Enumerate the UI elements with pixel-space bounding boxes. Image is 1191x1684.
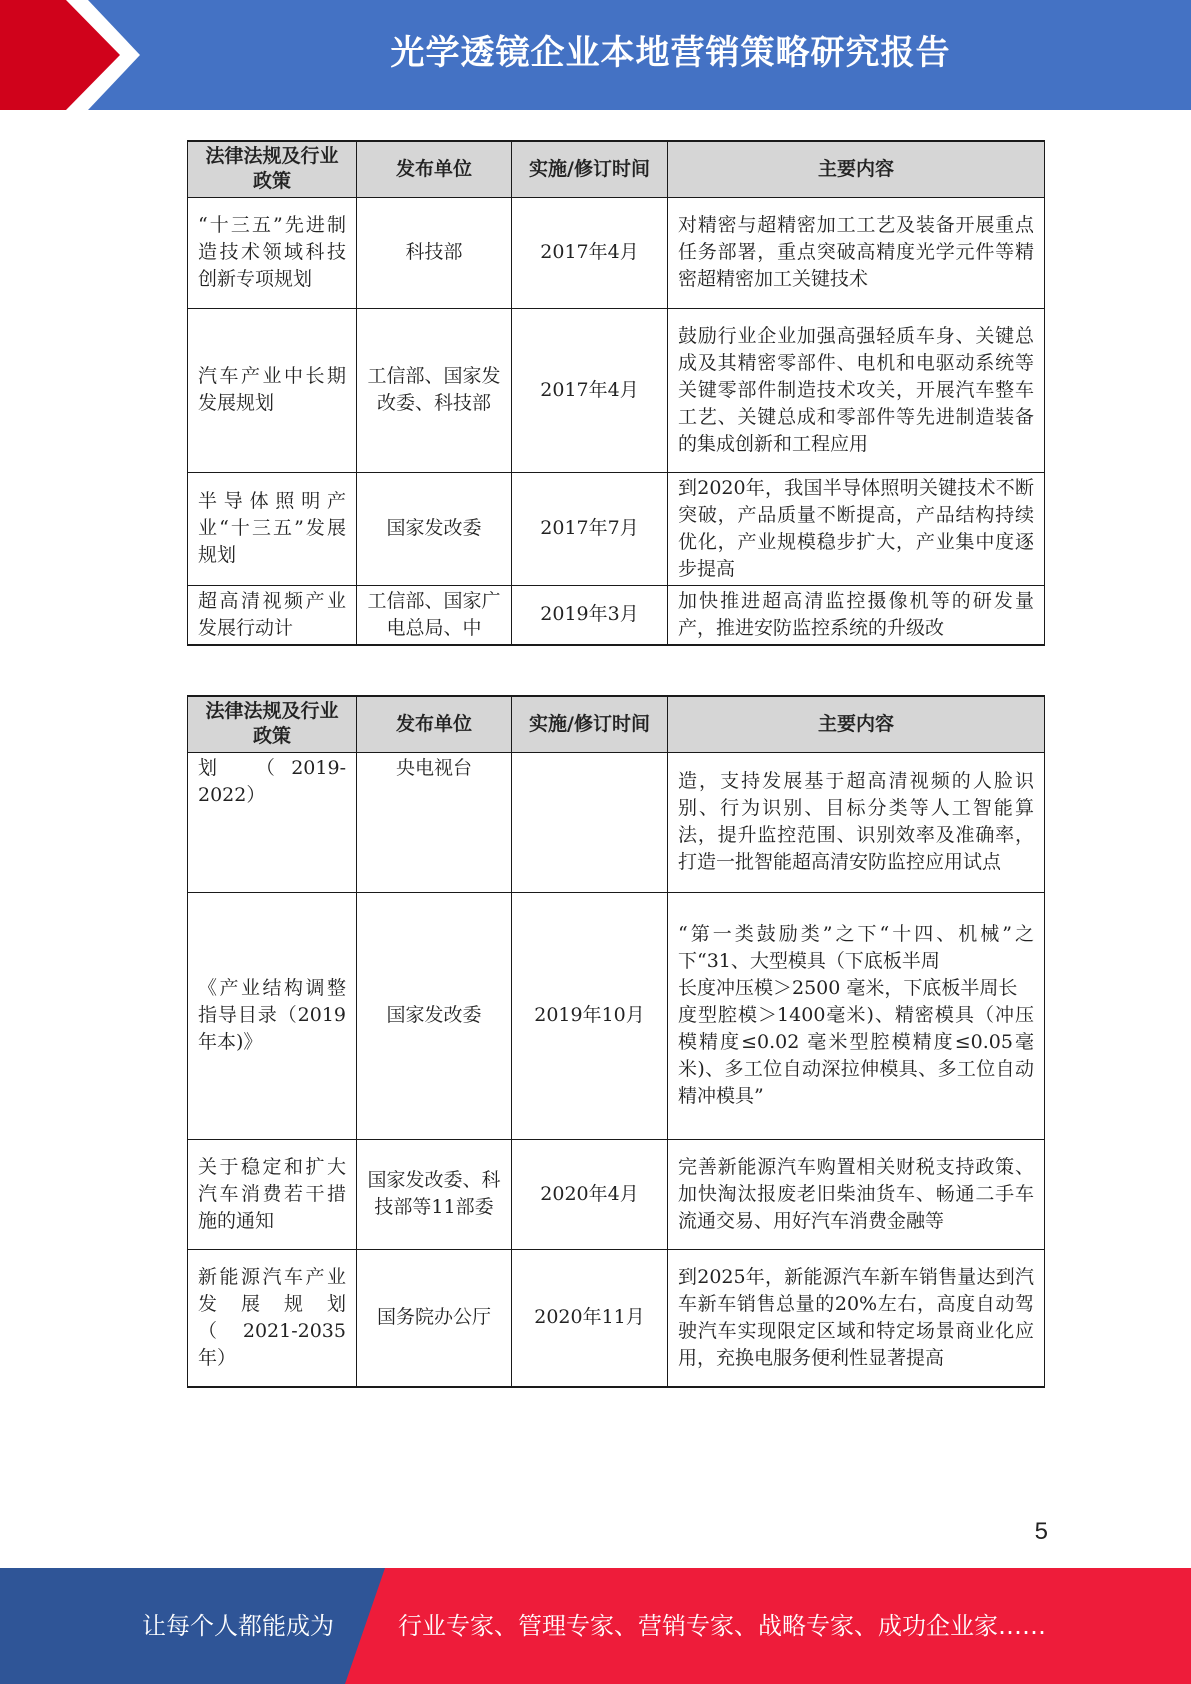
content xyxy=(668,892,1045,1139)
date: 2017年4月 xyxy=(512,308,668,472)
publisher: 国务院办公厅 xyxy=(357,1249,512,1387)
publisher: 国家发改委 xyxy=(357,892,512,1139)
publisher: 科技部 xyxy=(357,197,512,308)
content: 加快推进超高清监控摄像机等的研发量产，推进安防监控系统的升级改 xyxy=(668,585,1045,645)
table-row xyxy=(188,308,1045,472)
publisher: 工信部、国家广电总局、中 xyxy=(357,585,512,645)
policy-name: 新能源汽车产业发展规划（2021-2035年） xyxy=(188,1249,357,1387)
policy-name: 半导体照明产业“十三五”发展规划 xyxy=(188,472,357,585)
policy-name: 关于稳定和扩大汽车消费若干措施的通知 xyxy=(188,1139,357,1249)
date: 2019年3月 xyxy=(512,585,668,645)
table-row xyxy=(188,197,1045,308)
table-row xyxy=(188,1249,1045,1387)
publisher: 国家发改委 xyxy=(357,472,512,585)
footer-slogan-right: 行业专家、管理专家、营销专家、战略专家、成功企业家…… xyxy=(398,1612,1046,1640)
page-header xyxy=(0,0,1191,110)
content: 对精密与超精密加工工艺及装备开展重点任务部署，重点突破高精度光学元件等精密超精密加工关键技术 xyxy=(668,197,1045,308)
footer-slogan-left: 让每个人都能成为 xyxy=(142,1612,334,1640)
date xyxy=(512,752,668,892)
table-row xyxy=(188,892,1045,1139)
header-publisher: 发布单位 xyxy=(357,696,512,752)
content: 鼓励行业企业加强高强轻质车身、关键总成及其精密零部件、电机和电驱动系统等关键零部件制造技术攻关，开展汽车整车工艺、关键总成和零部件等先进制造装备的集成创新和工程应用 xyxy=(668,308,1045,472)
table-row xyxy=(188,472,1045,585)
policy-name: 汽车产业中长期发展规划 xyxy=(188,308,357,472)
content: 到2020年，我国半导体照明关键技术不断突破，产品质量不断提高，产品结构持续优化，产业规模稳步扩大，产业集中度逐步提高 xyxy=(668,472,1045,585)
table-header-row xyxy=(188,141,1045,197)
header-publisher: 发布单位 xyxy=(357,141,512,197)
date: 2020年11月 xyxy=(512,1249,668,1387)
header-date: 实施/修订时间 xyxy=(512,696,668,752)
date: 2020年4月 xyxy=(512,1139,668,1249)
policy-name: 超高清视频产业发展行动计 xyxy=(188,585,357,645)
table-row xyxy=(188,1139,1045,1249)
publisher: 国家发改委、科技部等11部委 xyxy=(357,1139,512,1249)
date: 2017年4月 xyxy=(512,197,668,308)
header-content: 主要内容 xyxy=(668,141,1045,197)
publisher: 工信部、国家发改委、科技部 xyxy=(357,308,512,472)
policy-name: “十三五”先进制造技术领域科技创新专项规划 xyxy=(188,197,357,308)
content: 到2025年，新能源汽车新车销售量达到汽车新车销售总量的20%左右，高度自动驾驶汽车实现限定区域和特定场景商业化应用，充换电服务便利性显著提高 xyxy=(668,1249,1045,1387)
table-row xyxy=(188,585,1045,645)
table-header-row xyxy=(188,696,1045,752)
header-arrow-icon xyxy=(0,0,160,110)
policy-name: 《产业结构调整指导目录（2019年本)》 xyxy=(188,892,357,1139)
page-number: 5 xyxy=(1034,1518,1048,1545)
header-content: 主要内容 xyxy=(668,696,1045,752)
policy-table-2 xyxy=(187,695,1045,1388)
content: 造，支持发展基于超高清视频的人脸识别、行为识别、目标分类等人工智能算法，提升监控范围、识别效率及准确率，打造一批智能超高清安防监控应用试点 xyxy=(668,752,1045,892)
content: 完善新能源汽车购置相关财税支持政策、加快淘汰报废老旧柴油货车、畅通二手车流通交易、用好汽车消费金融等 xyxy=(668,1139,1045,1249)
header-policy: 法律法规及行业政策 xyxy=(188,696,357,752)
header-policy: 法律法规及行业政策 xyxy=(188,141,357,197)
table-row xyxy=(188,752,1045,892)
page-footer xyxy=(0,1568,1191,1684)
date: 2019年10月 xyxy=(512,892,668,1139)
publisher: 央电视台 xyxy=(357,752,512,892)
content-line: “第一类鼓励类”之下“十四、机械”之下“31、大型模具（下底板半周 xyxy=(678,923,1034,972)
policy-name: 划 （2019-2022） xyxy=(188,752,357,892)
policy-table-1 xyxy=(187,140,1045,646)
page-title: 光学透镜企业本地营销策略研究报告 xyxy=(390,33,951,73)
date: 2017年7月 xyxy=(512,472,668,585)
content-line: 度型腔模＞1400毫米)、精密模具（冲压模精度≤0.02 毫米型腔模精度≤0.05毫米)、多工位自动深拉伸模具、多工位自动精冲模具” xyxy=(678,1004,1034,1107)
content-line: 长度冲压模＞2500 毫米，下底板半周长 xyxy=(678,977,1018,999)
header-date: 实施/修订时间 xyxy=(512,141,668,197)
